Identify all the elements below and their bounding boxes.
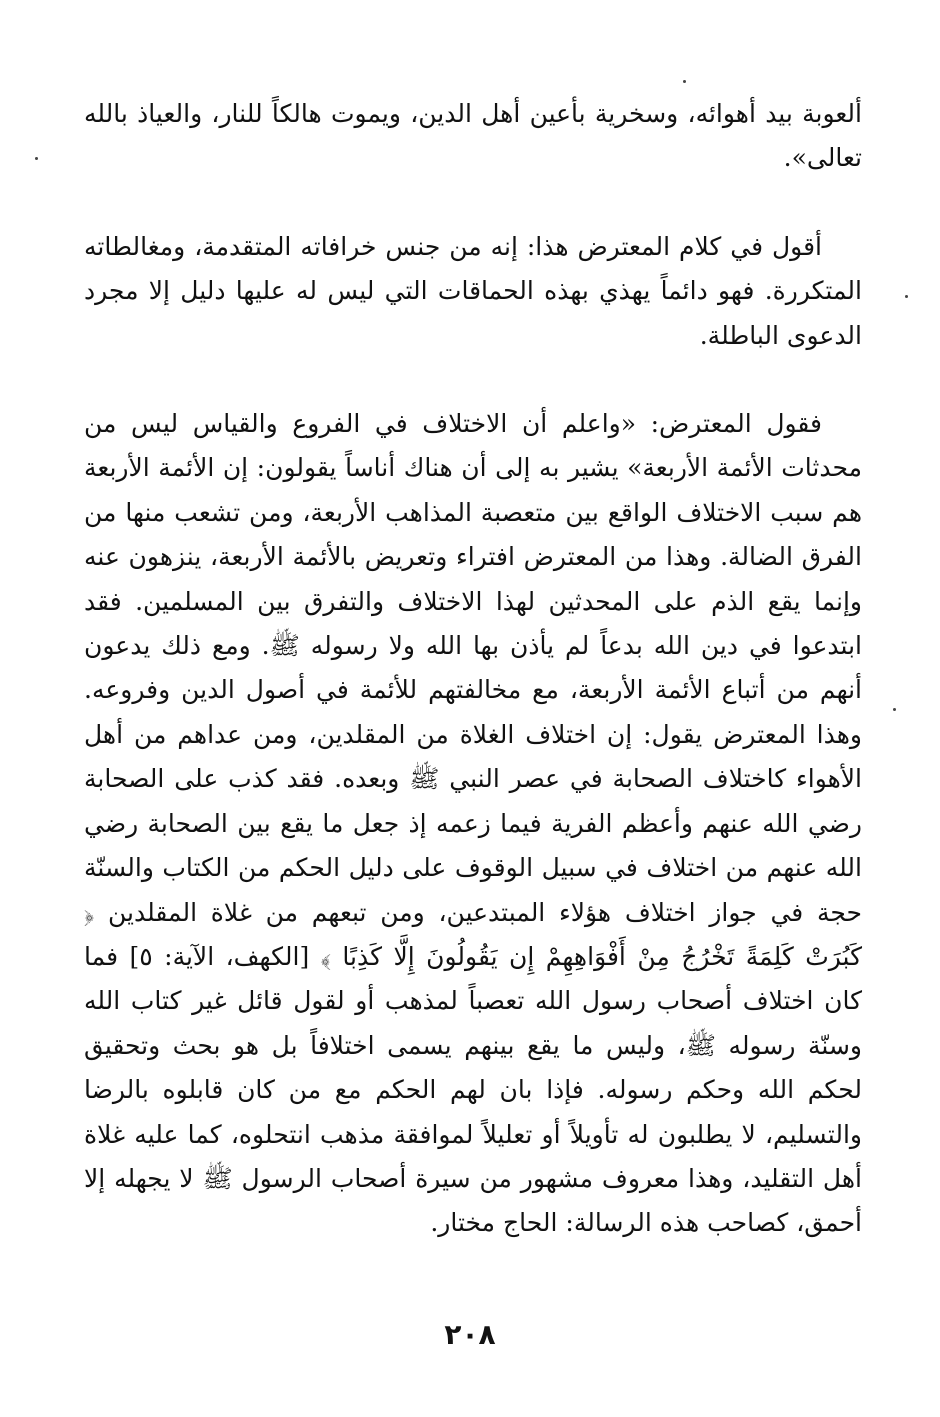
page-body [84, 92, 862, 1246]
scan-speck [683, 80, 686, 83]
paragraph-continuation: ألعوبة بيد أهوائه، وسخرية بأعين أهل الدين، ويموت هالكاً للنار، والعياذ بالله تعالى». [84, 99, 862, 173]
scan-speck [905, 295, 908, 298]
scan-speck [893, 708, 896, 711]
paragraph-response: أقول في كلام المعترض هذا: إنه من جنس خرافاته المتقدمة، ومغالطاته المتكررة. فهو دائماً يهذي بهذه الحماقات التي ليس له عليها دليل إلا مجرد الدعوى الباطلة. [84, 231, 862, 350]
paragraph-main-argument: فقول المعترض: «واعلم أن الاختلاف في الفروع والقياس ليس من محدثات الأئمة الأربعة» يشير به إلى أن هناك أناساً يقولون: إن الأئمة الأربعة هم سبب الاختلاف الواقع بين متعصبة المذاهب الأربعة، ومن تشعب منها من الفرق الضالة. وهذا من المعترض افتراء وتعريض بالأئمة الأربعة، ينزهون عنه وإنما يقع الذم على المحدثين لهذا الاختلاف والتفرق بين المسلمين. فقد ابتدعوا في دين الله بدعاً لم يأذن بها الله ولا رسوله ﷺ. ومع ذلك يدعون أنهم من أتباع الأئمة الأربعة، مع مخالفتهم للأئمة في أصول الدين وفروعه. وهذا المعترض يقول: إن اختلاف الغلاة من المقلدين، ومن عداهم من أهل الأهواء كاختلاف الصحابة في عصر النبي ﷺ وبعده. فقد كذب على الصحابة رضي الله عنهم وأعظم الفرية فيما زعمه إذ جعل ما يقع بين الصحابة رضي الله عنهم من اختلاف في سبيل الوقوف على دليل الحكم من الكتاب والسنّة حجة في جواز اختلاف هؤلاء المبتدعين، ومن تبعهم من غلاة المقلدين ﴿ كَبُرَتْ كَلِمَةً تَخْرُجُ مِنْ أَفْوَاهِهِمْ إِن يَقُولُونَ إِلَّا كَذِبًا ﴾ [الكهف، الآية: ٥] فما كان اختلاف أصحاب رسول الله تعصباً لمذهب أو لقول قائل غير كتاب الله وسنّة رسوله ﷺ، وليس ما يقع بينهم يسمى اختلافاً بل هو بحث وتحقيق لحكم الله وحكم رسوله. فإذا بان لهم الحكم مع من كان قابلوه بالرضا والتسليم، لا يطلبون له تأويلاً أو تعليلاً لموافقة مذهب انتحلوه، كما عليه غلاة أهل التقليد، وهذا معروف مشهور من سيرة أصحاب الرسول ﷺ لا يجهله إلا أحمق، كصاحب هذه الرسالة: الحاج مختار. [84, 409, 862, 1238]
scan-speck [35, 157, 38, 160]
page-number: ٢٠٨ [444, 1318, 496, 1351]
